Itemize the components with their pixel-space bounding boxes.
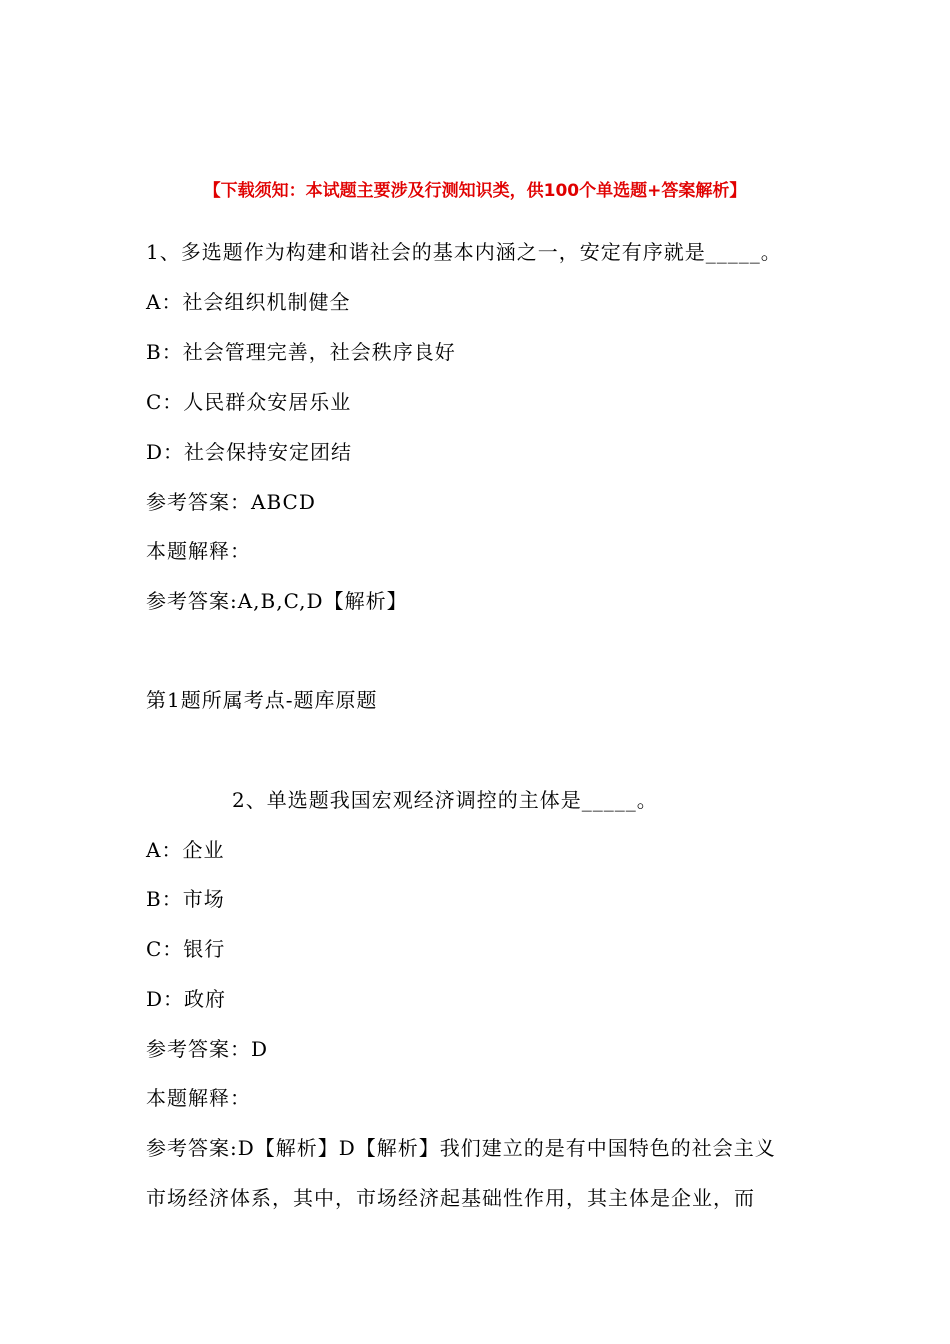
question-1-option-b: B：社会管理完善，社会秩序良好 (146, 340, 456, 364)
question-1-point: 第1题所属考点-题库原题 (146, 688, 378, 712)
question-1-explain-label: 本题解释： (146, 539, 251, 563)
question-2-answer: 参考答案：D (146, 1037, 269, 1061)
question-2-explain-label: 本题解释： (146, 1086, 251, 1110)
question-2-option-b: B：市场 (146, 887, 225, 911)
question-1-option-a: A：社会组织机制健全 (146, 290, 351, 314)
question-1-option-c: C：人民群众安居乐业 (146, 390, 352, 414)
question-2-option-d: D：政府 (146, 987, 227, 1011)
download-notice: 【下载须知：本试题主要涉及行测知识类，供100个单选题+答案解析】 (203, 181, 747, 201)
question-1-answer: 参考答案：ABCD (146, 490, 316, 514)
question-1-explanation: 参考答案:A,B,C,D【解析】 (146, 589, 408, 613)
question-1-option-d: D：社会保持安定团结 (146, 440, 353, 464)
question-2-option-a: A：企业 (146, 838, 225, 862)
question-1-stem: 1、多选题作为构建和谐社会的基本内涵之一，安定有序就是_____。 (146, 240, 782, 264)
question-2-explanation-line-2: 市场经济体系，其中，市场经济起基础性作用，其主体是企业，而 (146, 1186, 755, 1210)
question-2-explanation-line-1: 参考答案:D【解析】D【解析】我们建立的是有中国特色的社会主义 (146, 1136, 776, 1160)
question-2-option-c: C：银行 (146, 937, 226, 961)
question-2-stem: 2、单选题我国宏观经济调控的主体是_____。 (232, 788, 658, 812)
